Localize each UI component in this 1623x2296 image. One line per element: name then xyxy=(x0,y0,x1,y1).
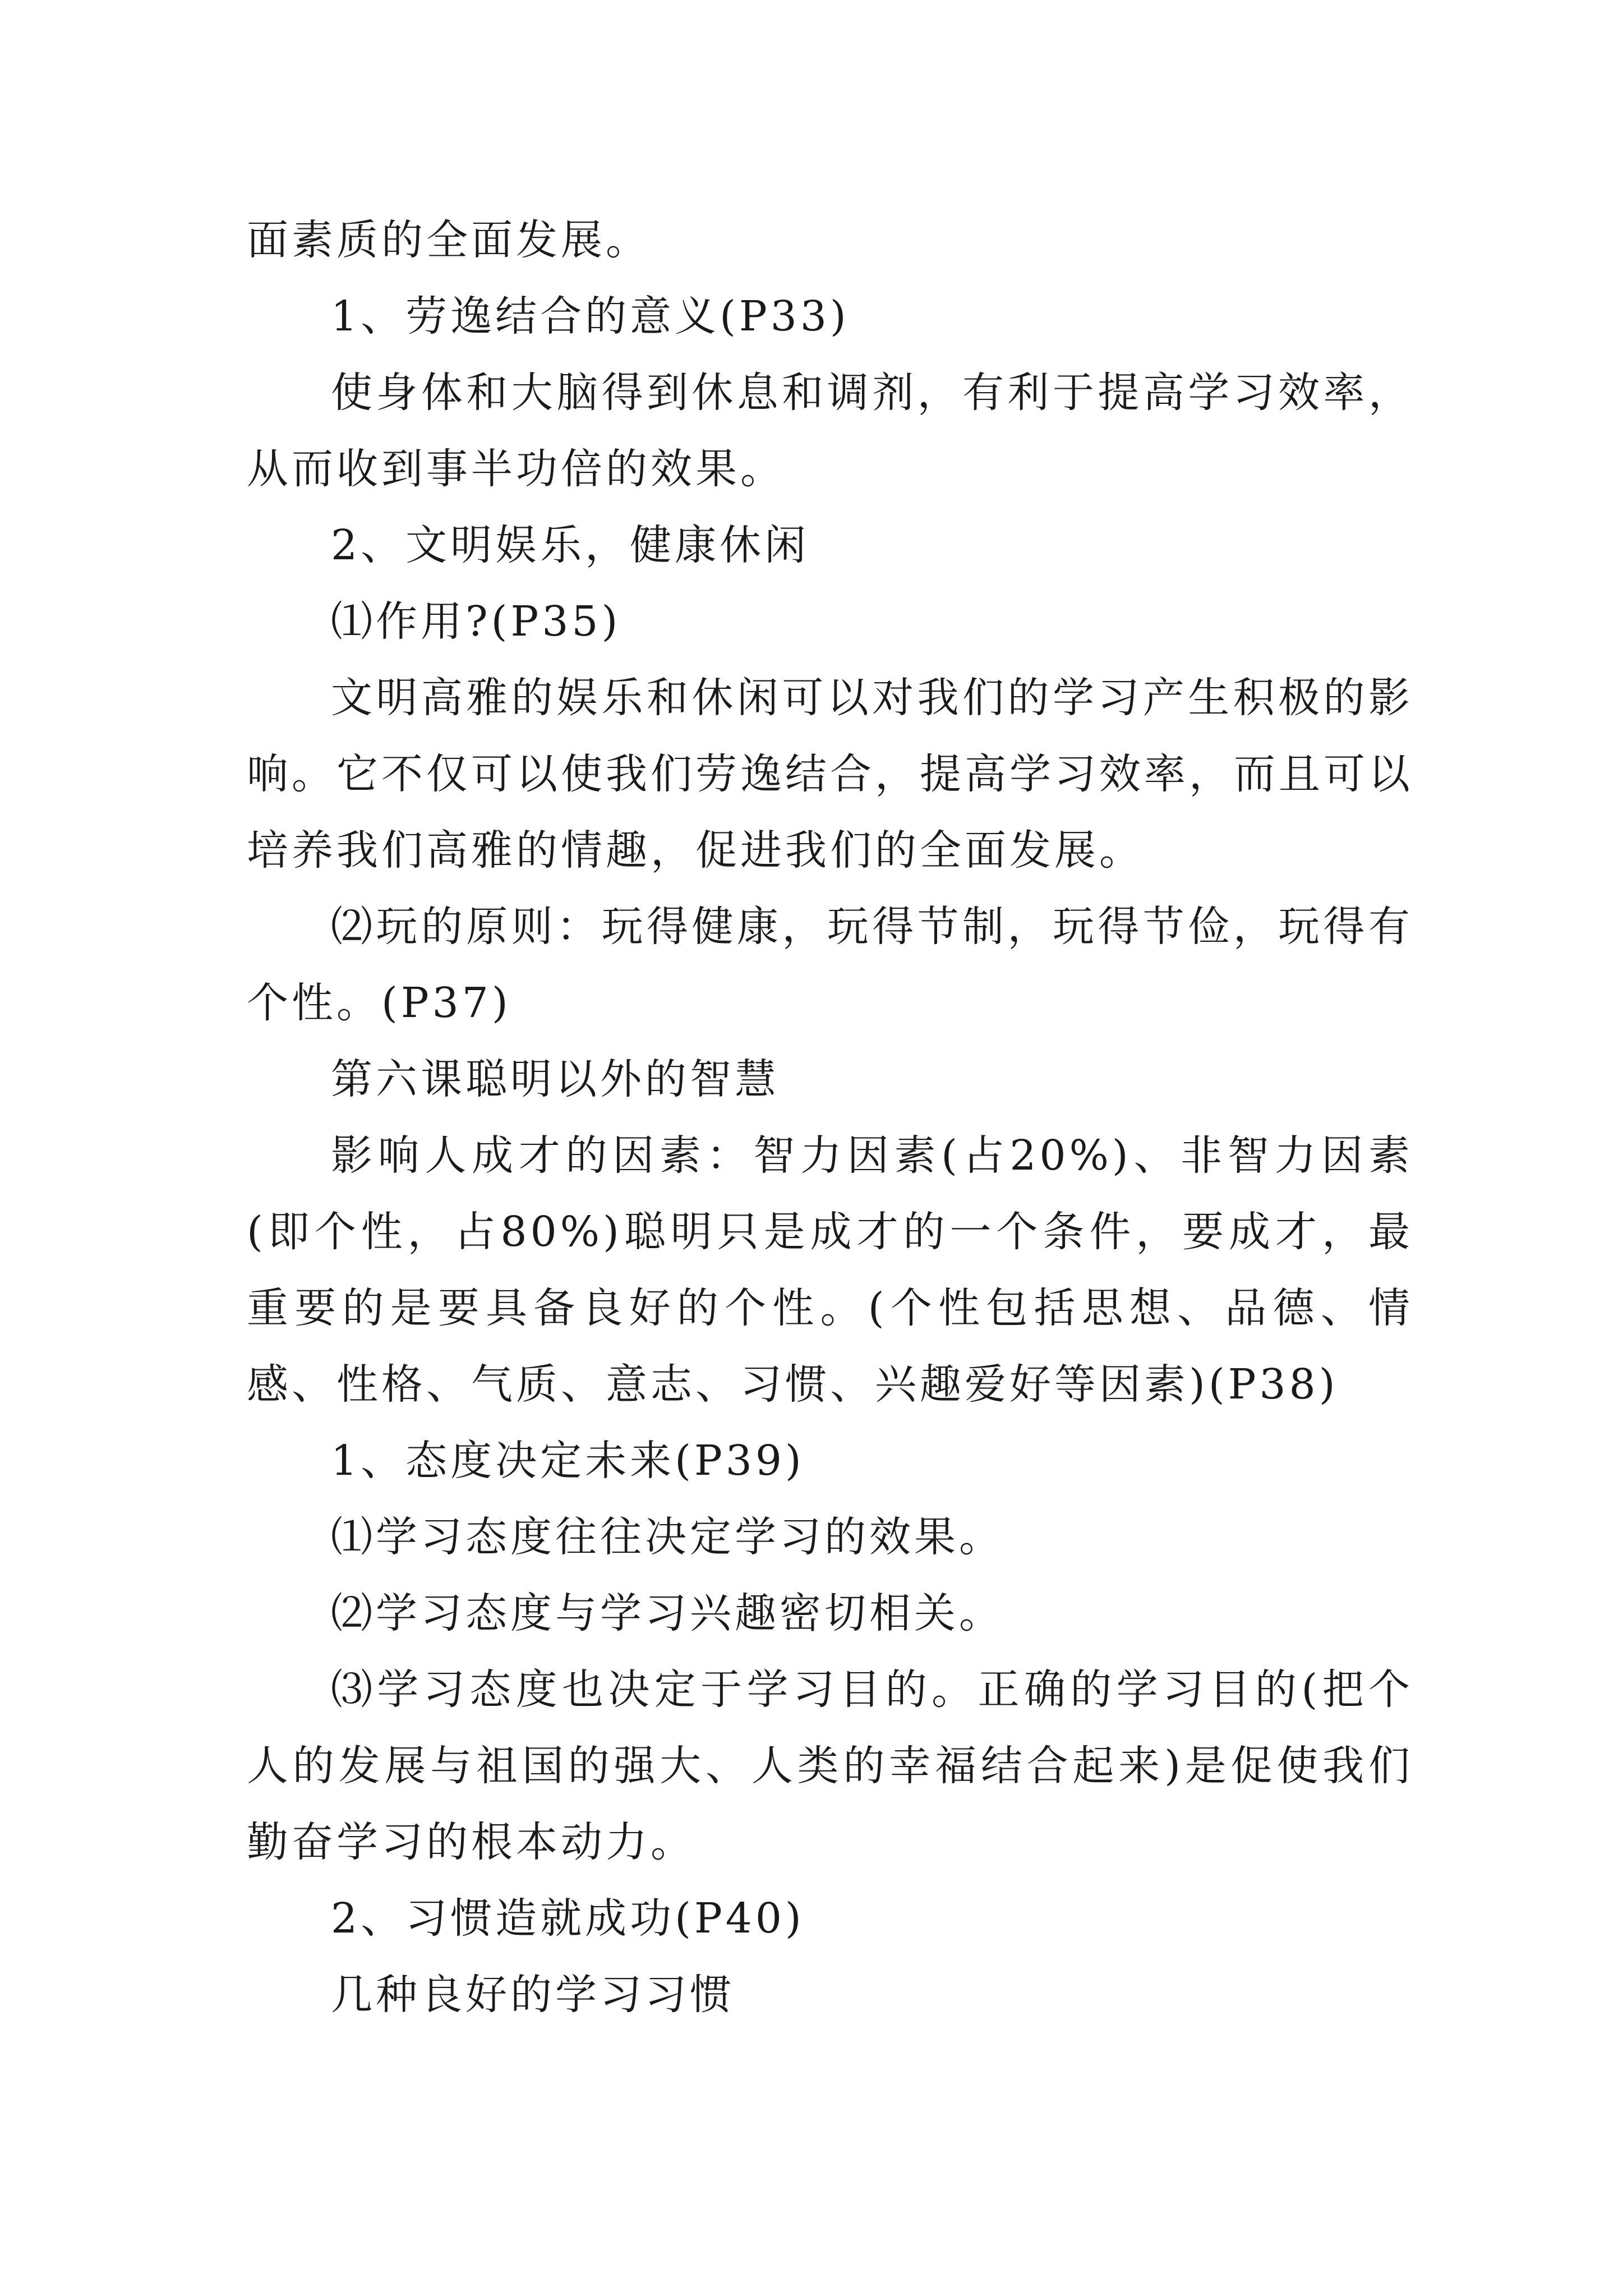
paragraph: 面素质的全面发展。 xyxy=(247,216,651,264)
list-item: ⑵学习态度与学习兴趣密切相关。 xyxy=(331,1589,1004,1637)
section-heading: 2、习惯造就成功(P40) xyxy=(331,1894,805,1943)
paragraph: 影响人成才的因素：智力因素(占20%)、非智力因素(即个性，占80%)聪明只是成才的一个条件，要成才，最重要的是要具备良好的个性。(个性包括思想、品德、情感、性格、气质、意志、习惯、兴趣爱好等因素)(P38) xyxy=(247,1131,1413,1409)
paragraph: 文明高雅的娱乐和休闲可以对我们的学习产生积极的影响。它不仅可以使我们劳逸结合，提高学习效率，而且可以培养我们高雅的情趣，促进我们的全面发展。 xyxy=(247,674,1413,875)
subsection-heading: ⑴作用?(P35) xyxy=(331,597,621,646)
paragraph: 几种良好的学习习惯 xyxy=(331,1971,735,2019)
section-heading: 2、文明娱乐，健康休闲 xyxy=(331,521,810,569)
lesson-heading: 第六课聪明以外的智慧 xyxy=(331,1055,780,1103)
paragraph: ⑵玩的原则：玩得健康，玩得节制，玩得节俭，玩得有个性。(P37) xyxy=(247,903,1413,1027)
section-heading: 1、劳逸结合的意义(P33) xyxy=(331,292,850,341)
list-item: ⑶学习态度也决定于学习目的。正确的学习目的(把个人的发展与祖国的强大、人类的幸福结合起来)是促使我们勤奋学习的根本动力。 xyxy=(247,1665,1413,1866)
section-heading: 1、态度决定未来(P39) xyxy=(331,1437,805,1485)
paragraph: 使身体和大脑得到休息和调剂，有利于提高学习效率，从而收到事半功倍的效果。 xyxy=(247,369,1413,493)
list-item: ⑴学习态度往往决定学习的效果。 xyxy=(331,1513,1004,1561)
document-body xyxy=(247,202,1413,2033)
